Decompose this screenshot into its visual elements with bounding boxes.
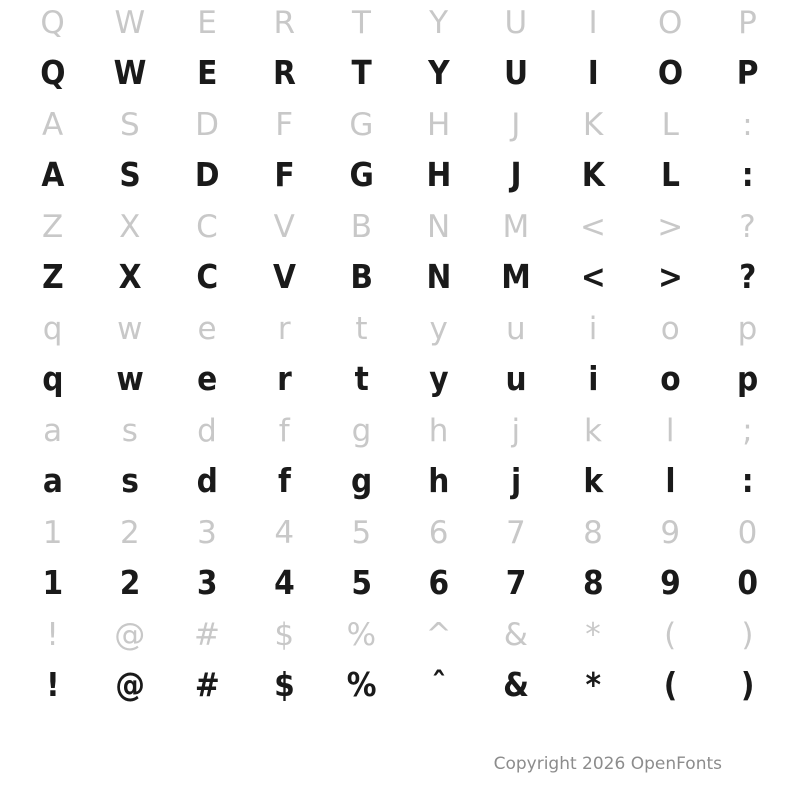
glyph-cell: ! <box>46 616 59 653</box>
glyph-cell: E <box>197 52 217 92</box>
glyph-cell: @ <box>114 616 146 653</box>
glyph-cell: 9 <box>660 514 681 551</box>
glyph-cell: k <box>583 460 603 500</box>
glyph-cell: 6 <box>428 514 449 551</box>
glyph-cell: C <box>196 256 218 296</box>
glyph-cell: % <box>346 616 377 653</box>
glyph-cell: o <box>660 358 681 398</box>
glyph-cell: R <box>273 52 296 92</box>
glyph-cell: 6 <box>428 562 449 602</box>
glyph-cell: k <box>584 412 602 449</box>
glyph-cell: ( <box>664 616 677 653</box>
specimen-row-group <box>14 612 786 710</box>
glyph-cell: w <box>117 310 143 347</box>
glyph-cell: a <box>43 412 63 449</box>
glyph-cell: Q <box>40 4 65 41</box>
glyph-cell: O <box>657 52 683 92</box>
glyph-cell: M <box>501 256 531 296</box>
glyph-cell: f <box>278 412 290 449</box>
glyph-cell: < <box>580 208 607 245</box>
reference-row <box>14 102 786 148</box>
glyph-cell: # <box>194 616 220 653</box>
glyph-cell: P <box>736 52 759 92</box>
glyph-cell: W <box>114 4 146 41</box>
glyph-cell: a <box>42 460 63 500</box>
glyph-cell: W <box>113 52 146 92</box>
glyph-cell: T <box>351 52 372 92</box>
glyph-cell: ) <box>740 664 754 704</box>
glyph-cell: K <box>581 154 605 194</box>
glyph-cell: 0 <box>737 514 758 551</box>
glyph-cell: 0 <box>737 562 758 602</box>
glyph-cell: q <box>42 358 63 398</box>
glyph-cell: L <box>661 106 679 143</box>
glyph-cell: K <box>582 106 604 143</box>
glyph-cell: 7 <box>505 514 526 551</box>
glyph-cell: V <box>273 208 295 245</box>
glyph-cell: & <box>503 664 529 704</box>
glyph-cell: : <box>741 154 754 194</box>
glyph-cell: D <box>194 154 220 194</box>
glyph-cell: u <box>505 358 527 398</box>
glyph-cell: X <box>118 256 141 296</box>
sample-row <box>14 250 786 302</box>
glyph-cell: e <box>197 358 217 398</box>
glyph-cell: 8 <box>583 514 603 551</box>
sample-row <box>14 352 786 404</box>
glyph-cell: I <box>587 52 599 92</box>
glyph-cell: Y <box>428 52 450 92</box>
glyph-cell: p <box>737 358 758 398</box>
copyright-notice: Copyright 2026 OpenFonts <box>493 754 722 774</box>
glyph-cell: d <box>196 460 218 500</box>
glyph-cell: 1 <box>42 562 63 602</box>
glyph-cell: X <box>119 208 141 245</box>
glyph-cell: S <box>119 154 141 194</box>
glyph-cell: h <box>428 460 449 500</box>
glyph-cell: s <box>121 460 139 500</box>
glyph-cell: F <box>275 106 294 143</box>
glyph-cell: ! <box>46 664 60 704</box>
specimen-row-group <box>14 306 786 404</box>
glyph-cell: D <box>195 106 219 143</box>
reference-row <box>14 306 786 352</box>
glyph-cell: d <box>197 412 217 449</box>
sample-row <box>14 148 786 200</box>
glyph-cell: Z <box>42 256 64 296</box>
glyph-cell: r <box>277 310 291 347</box>
glyph-cell: V <box>272 256 296 296</box>
glyph-cell: 2 <box>119 562 140 602</box>
reference-row <box>14 510 786 556</box>
glyph-cell: y <box>429 310 448 347</box>
glyph-cell: : <box>741 460 754 500</box>
glyph-cell: 9 <box>660 562 681 602</box>
glyph-cell: B <box>350 208 373 245</box>
glyph-cell: t <box>355 310 368 347</box>
sample-row <box>14 46 786 98</box>
glyph-cell: J <box>510 154 522 194</box>
glyph-cell: L <box>661 154 680 194</box>
glyph-cell: E <box>197 4 217 41</box>
glyph-cell: C <box>196 208 218 245</box>
glyph-cell: * <box>585 616 601 653</box>
reference-row <box>14 0 786 46</box>
glyph-cell: U <box>504 4 528 41</box>
glyph-cell: N <box>426 256 451 296</box>
glyph-cell: T <box>351 4 371 41</box>
glyph-cell: h <box>428 412 449 449</box>
glyph-cell: ( <box>663 664 677 704</box>
glyph-cell: > <box>658 256 683 296</box>
glyph-cell: P <box>738 4 757 41</box>
glyph-cell: ? <box>739 208 756 245</box>
glyph-cell: 3 <box>197 514 217 551</box>
glyph-cell: 5 <box>351 514 372 551</box>
glyph-cell: e <box>197 310 217 347</box>
glyph-cell: g <box>351 460 372 500</box>
glyph-cell: * <box>585 664 601 704</box>
glyph-cell: ˆ <box>431 664 446 704</box>
glyph-cell: & <box>503 616 528 653</box>
glyph-cell: ? <box>739 256 756 296</box>
glyph-cell: p <box>737 310 758 347</box>
glyph-cell: l <box>665 460 676 500</box>
glyph-cell: O <box>658 4 683 41</box>
glyph-cell: Q <box>40 52 65 92</box>
glyph-cell: Y <box>429 4 449 41</box>
glyph-cell: I <box>588 4 598 41</box>
reference-row <box>14 408 786 454</box>
glyph-cell: # <box>194 664 220 704</box>
glyph-cell: 2 <box>119 514 140 551</box>
glyph-cell: 7 <box>505 562 526 602</box>
glyph-cell: s <box>121 412 138 449</box>
specimen-row-group <box>14 102 786 200</box>
glyph-cell: r <box>277 358 292 398</box>
glyph-cell: o <box>660 310 680 347</box>
glyph-cell: 8 <box>582 562 604 602</box>
glyph-cell: N <box>427 208 451 245</box>
glyph-cell: : <box>742 106 753 143</box>
glyph-cell: % <box>346 664 377 704</box>
glyph-cell: F <box>274 154 295 194</box>
glyph-cell: U <box>504 52 528 92</box>
glyph-cell: H <box>426 106 451 143</box>
glyph-cell: y <box>429 358 449 398</box>
glyph-cell: w <box>116 358 144 398</box>
glyph-cell: ^ <box>425 616 452 653</box>
glyph-cell: G <box>349 154 374 194</box>
glyph-cell: i <box>588 358 598 398</box>
glyph-cell: j <box>510 460 521 500</box>
sample-row <box>14 556 786 608</box>
glyph-cell: < <box>580 256 606 296</box>
glyph-cell: i <box>588 310 598 347</box>
glyph-cell: u <box>505 310 526 347</box>
glyph-cell: q <box>42 310 63 347</box>
glyph-cell: f <box>278 460 291 500</box>
specimen-row-group <box>14 510 786 608</box>
glyph-cell: R <box>273 4 295 41</box>
glyph-cell: Z <box>41 208 64 245</box>
glyph-cell: t <box>354 358 369 398</box>
glyph-cell: B <box>350 256 373 296</box>
glyph-cell: J <box>511 106 521 143</box>
glyph-cell: 5 <box>351 562 372 602</box>
glyph-cell: H <box>426 154 451 194</box>
glyph-cell: S <box>119 106 140 143</box>
glyph-cell: > <box>657 208 684 245</box>
sample-row <box>14 454 786 506</box>
specimen-row-group <box>14 0 786 98</box>
glyph-cell: A <box>41 154 64 194</box>
glyph-cell: g <box>351 412 372 449</box>
specimen-row-group <box>14 408 786 506</box>
sample-row <box>14 658 786 710</box>
glyph-cell: @ <box>115 664 145 704</box>
glyph-cell: A <box>41 106 64 143</box>
reference-row <box>14 612 786 658</box>
glyph-cell: 4 <box>274 514 295 551</box>
glyph-cell: l <box>665 412 675 449</box>
reference-row <box>14 204 786 250</box>
glyph-cell: G <box>349 106 374 143</box>
glyph-cell: 4 <box>274 562 295 602</box>
glyph-cell: 3 <box>196 562 218 602</box>
glyph-cell: M <box>502 208 530 245</box>
glyph-cell: ; <box>742 412 753 449</box>
glyph-cell: 1 <box>42 514 63 551</box>
specimen-row-group <box>14 204 786 302</box>
glyph-cell: $ <box>274 616 295 653</box>
glyph-cell: j <box>511 412 521 449</box>
glyph-cell: $ <box>274 664 295 704</box>
glyph-cell: ) <box>741 616 754 653</box>
